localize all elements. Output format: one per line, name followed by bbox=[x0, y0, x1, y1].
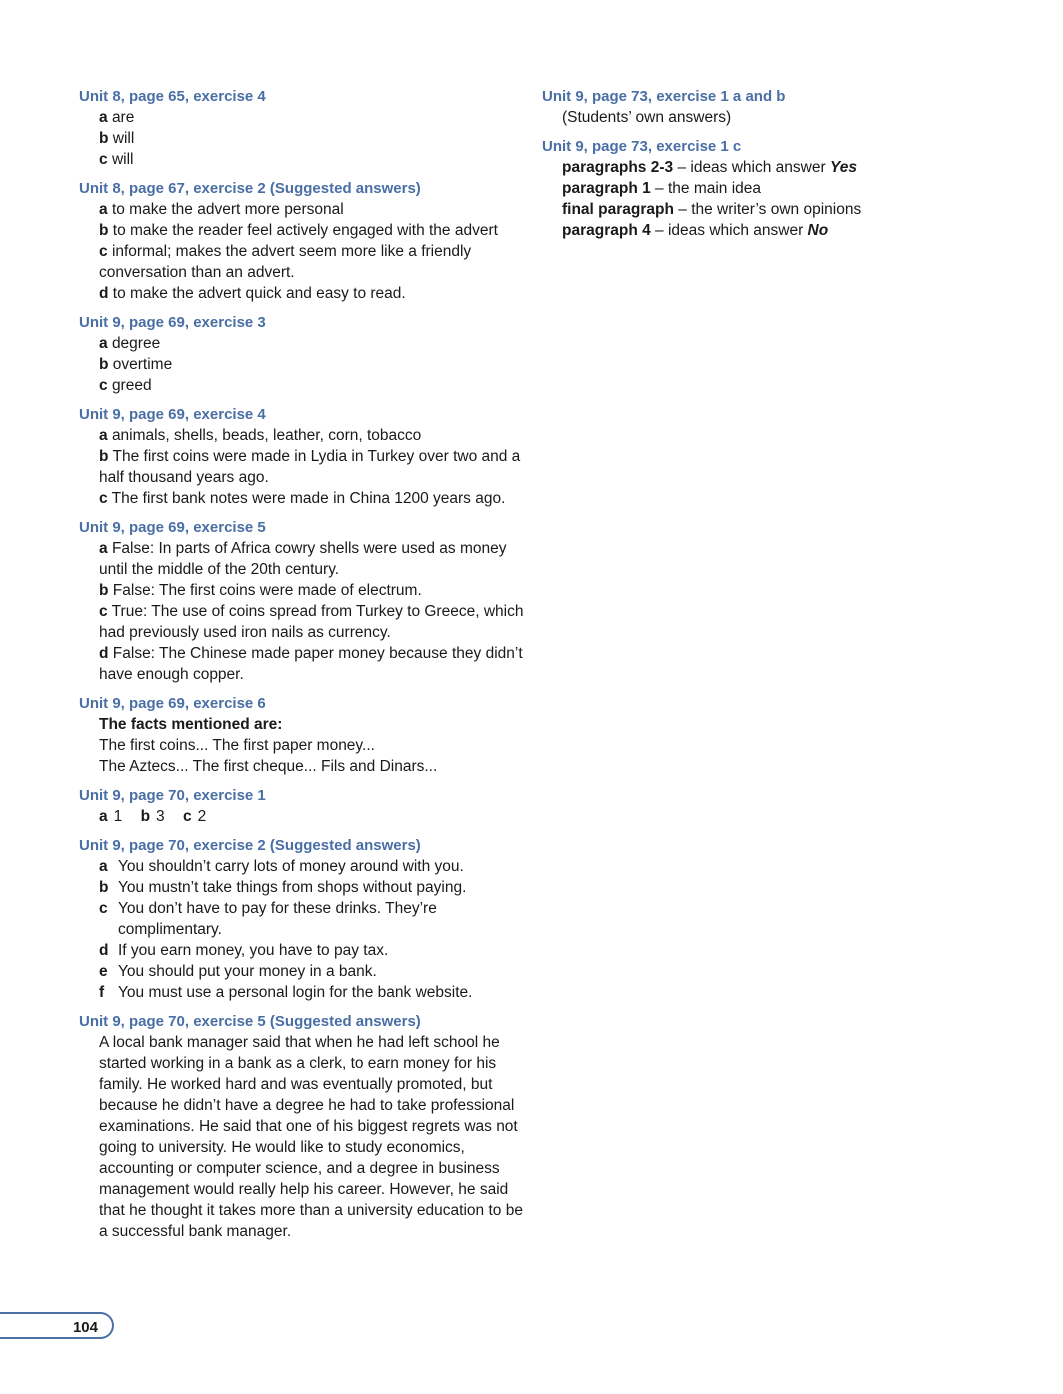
section-heading: Unit 8, page 65, exercise 4 bbox=[79, 88, 266, 105]
section-heading: Unit 9, page 69, exercise 6 bbox=[79, 695, 266, 712]
answer-item: c greed bbox=[99, 377, 152, 394]
answer-line: The first coins... The first paper money... bbox=[99, 737, 375, 754]
answer-item: c will bbox=[99, 151, 134, 168]
answer-item: b The first coins were made in Lydia in Turkey over two and a half thousand years ago. bbox=[99, 448, 521, 486]
section-heading: Unit 9, page 70, exercise 2 (Suggested answers) bbox=[79, 837, 421, 854]
answer-item: a False: In parts of Africa cowry shells were used as money until the middle of the 20th century. bbox=[99, 540, 507, 578]
answer-item: c True: The use of coins spread from Turkey to Greece, which had previously used iron nails as currency. bbox=[99, 603, 524, 641]
answer-section-u9-69-5 bbox=[79, 517, 529, 685]
answer-section-u8-67-2 bbox=[79, 178, 529, 304]
answer-item: a are bbox=[99, 109, 135, 126]
section-heading: Unit 9, page 69, exercise 4 bbox=[79, 406, 266, 423]
answer-item: c You don’t have to pay for these drinks. They’re complimentary. bbox=[99, 900, 437, 938]
answer-section-u8-65-4 bbox=[79, 86, 529, 170]
answer-item: b You mustn’t take things from shops without paying. bbox=[99, 879, 467, 896]
answer-item: e You should put your money in a bank. bbox=[99, 963, 377, 980]
answer-item: paragraph 4 – ideas which answer No bbox=[562, 222, 829, 239]
answer-lead: The facts mentioned are: bbox=[99, 716, 283, 733]
section-heading: Unit 9, page 69, exercise 5 bbox=[79, 519, 266, 536]
answer-item: b overtime bbox=[99, 356, 173, 373]
answer-item: d to make the advert quick and easy to read. bbox=[99, 285, 406, 302]
section-heading: Unit 9, page 70, exercise 1 bbox=[79, 787, 266, 804]
answer-item: a animals, shells, beads, leather, corn, tobacco bbox=[99, 427, 422, 444]
answer-item: b False: The first coins were made of electrum. bbox=[99, 582, 422, 599]
answer-section-u9-73-1c bbox=[542, 136, 962, 241]
section-heading: Unit 9, page 73, exercise 1 c bbox=[542, 138, 742, 155]
right-column bbox=[542, 86, 962, 249]
answer-section-u9-73-1ab bbox=[542, 86, 962, 128]
answer-section-u9-69-6 bbox=[79, 693, 529, 777]
answer-item: b will bbox=[99, 130, 135, 147]
page-number-tab bbox=[0, 1312, 114, 1339]
section-heading: Unit 8, page 67, exercise 2 (Suggested answers) bbox=[79, 180, 421, 197]
answer-item: f You must use a personal login for the bank website. bbox=[99, 984, 473, 1001]
answer-item: final paragraph – the writer’s own opinions bbox=[562, 201, 862, 218]
page-number: 104 bbox=[72, 1319, 98, 1336]
left-column bbox=[79, 86, 529, 1250]
section-heading: Unit 9, page 70, exercise 5 (Suggested answers) bbox=[79, 1013, 421, 1030]
answer-section-u9-70-5 bbox=[79, 1011, 529, 1242]
answer-item: c informal; makes the advert seem more like a friendly conversation than an advert. bbox=[99, 243, 472, 281]
answer-section-u9-69-4 bbox=[79, 404, 529, 509]
answer-item: a degree bbox=[99, 335, 161, 352]
answer-line: (Students’ own answers) bbox=[562, 109, 732, 126]
answer-item: d If you earn money, you have to pay tax. bbox=[99, 942, 389, 959]
answer-section-u9-69-3 bbox=[79, 312, 529, 396]
answer-section-u9-70-1 bbox=[79, 785, 529, 827]
answer-item: paragraphs 2-3 – ideas which answer Yes bbox=[562, 159, 857, 176]
answer-item: a You shouldn’t carry lots of money around with you. bbox=[99, 858, 464, 875]
answer-paragraph: A local bank manager said that when he had left school he started working in a bank as a clerk, to earn money for his family. He worked hard and was eventually promoted, but because he didn’t have a degree he had to take professional examinations. He said that one of his biggest regrets was not going to university. He would like to study economics, accounting or computer science, and a degree in business management would really help his career. However, he said that he thought it takes more than a university education to be a successful bank manager. bbox=[99, 1034, 523, 1240]
answer-line: The Aztecs... The first cheque... Fils and Dinars... bbox=[99, 758, 438, 775]
answer-item: paragraph 1 – the main idea bbox=[562, 180, 762, 197]
answer-item: a to make the advert more personal bbox=[99, 201, 344, 218]
answer-item: d False: The Chinese made paper money because they didn’t have enough copper. bbox=[99, 645, 523, 683]
section-heading: Unit 9, page 73, exercise 1 a and b bbox=[542, 88, 786, 105]
inline-answers: a 1 b 3 c 2 bbox=[99, 808, 207, 825]
answer-section-u9-70-2 bbox=[79, 835, 529, 1003]
section-heading: Unit 9, page 69, exercise 3 bbox=[79, 314, 266, 331]
answer-item: b to make the reader feel actively engaged with the advert bbox=[99, 222, 498, 239]
answer-item: c The first bank notes were made in China 1200 years ago. bbox=[99, 490, 506, 507]
